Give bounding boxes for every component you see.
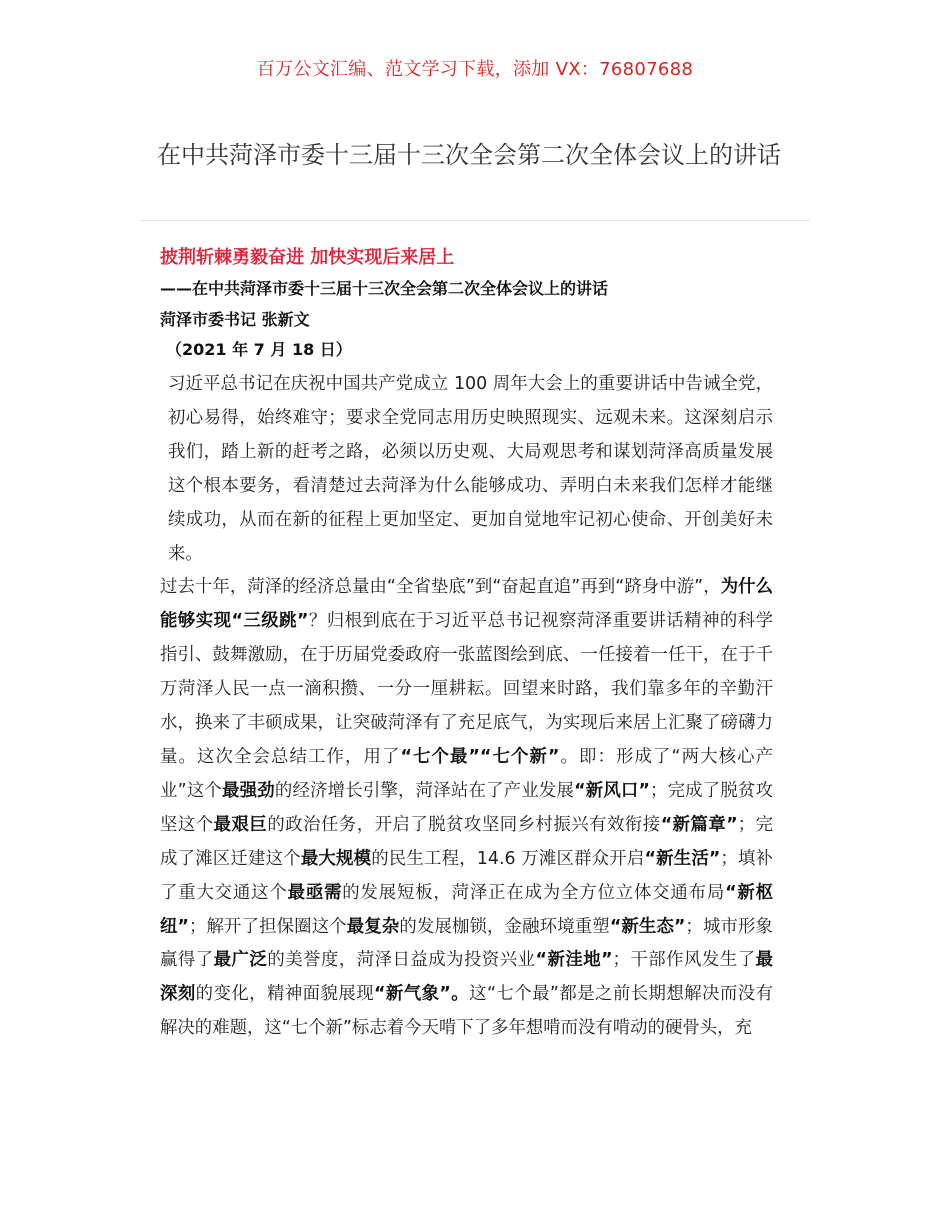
- emphasis-text: “新洼地”: [535, 950, 613, 971]
- emphasis-text: 最亟需: [287, 882, 343, 903]
- text-span: ；干部作风发生了: [612, 950, 756, 971]
- document-title: 在中共菏泽市委十三届十三次全会第二次全体会议上的讲话: [157, 141, 781, 169]
- speech-headline: 披荆斩棘勇毅奋进 加快实现后来居上: [160, 247, 455, 268]
- text-span: ；完成了滩区迁建这个: [160, 814, 773, 869]
- text-span: ；解开了担保圈这个: [188, 916, 347, 937]
- text-span: 的经济增长引擎，菏泽站在了产业发展: [274, 780, 575, 801]
- emphasis-text: “七个最”“七个新”: [400, 746, 560, 767]
- paragraph-1: 习近平总书记在庆祝中国共产党成立 100 周年大会上的重要讲话中告诫全党，初心易得，始终难守；要求全党同志用历史映照现实、远观未来。这深刻启示我们，踏上新的赶考之路，必须以历史观、大局观思考和谋划菏泽高质量发展这个根本要务，看清楚过去菏泽为什么能够成功、弄明白未来我们怎样才能继续成功，从而在新的征程上更加坚定、更加自觉地牢记初心使命、开创美好未来。: [168, 374, 773, 564]
- emphasis-text: “新风口”: [574, 780, 650, 801]
- text-span: 的民生工程，14.6 万滩区群众开启: [371, 848, 645, 869]
- emphasis-text: “新枢纽”: [160, 882, 773, 937]
- text-span: ；完成了脱贫攻坚这个: [160, 780, 773, 835]
- text-span: 的美誉度，菏泽日益成为投资兴业: [267, 950, 536, 971]
- text-span: ？归根到底在于习近平总书记视察菏泽重要讲话精神的科学指引、鼓舞激励，在于历届党委政府一张蓝图绘到底、一任接着一任干，在于千万菏泽人民一点一滴积攒、一分一厘耕耘。回望来时路，我们靠多年的辛勤汗水，换来了丰硕成果，让突破菏泽有了充足底气，为实现后来居上汇聚了磅礴力量。这次全会总结工作，用了: [160, 611, 773, 767]
- watermark-banner: 百万公文汇编、范文学习下载，添加 VX：76807688: [256, 59, 694, 80]
- text-span: 的发展短板，菏泽正在成为全方位立体交通布局: [342, 882, 726, 903]
- speech-subtitle: ——在中共菏泽市委十三届十三次全会第二次全体会议上的讲话: [160, 279, 609, 298]
- title-divider: [140, 220, 810, 221]
- emphasis-text: 最强劲: [222, 780, 275, 801]
- text-span: 过去十年，菏泽的经济总量由“全省垫底”到“奋起直追”再到“跻身中游”，: [160, 577, 721, 598]
- emphasis-text: 最复杂: [346, 916, 400, 937]
- speech-author: 菏泽市委书记 张新文: [160, 310, 310, 329]
- text-span: 的政治任务，开启了脱贫攻坚同乡村振兴有效衔接: [267, 814, 661, 835]
- emphasis-text: “新生活”: [644, 848, 721, 869]
- speech-body: [160, 368, 773, 1046]
- emphasis-text: 最艰巨: [213, 814, 268, 835]
- text-span: 。即：形成了“两大核心产业”这个: [160, 746, 773, 801]
- paragraph-2: [160, 571, 773, 1046]
- emphasis-text: “新生态”: [609, 916, 686, 937]
- text-span: ；填补了重大交通这个: [160, 848, 773, 903]
- emphasis-text: 最广泛: [213, 950, 268, 971]
- emphasis-text: “新篇章”: [660, 814, 738, 835]
- text-span: ；城市形象赢得了: [160, 916, 773, 971]
- emphasis-text: 为什么能够实现“三级跳”: [160, 577, 773, 632]
- text-span: 的发展枷锁，金融环境重塑: [399, 916, 610, 937]
- text-span: 这“七个最”都是之前长期想解决而没有解决的难题，这“七个新”标志着今天啃下了多年想啃而没有啃动的硬骨头，充: [160, 984, 773, 1039]
- text-span: 的变化，精神面貌展现: [195, 984, 375, 1005]
- speech-date: （2021 年 7 月 18 日）: [166, 340, 352, 359]
- emphasis-text: 最大规模: [300, 848, 372, 869]
- emphasis-text: “新气象”。: [374, 984, 470, 1005]
- emphasis-text: 最深刻: [160, 950, 773, 1005]
